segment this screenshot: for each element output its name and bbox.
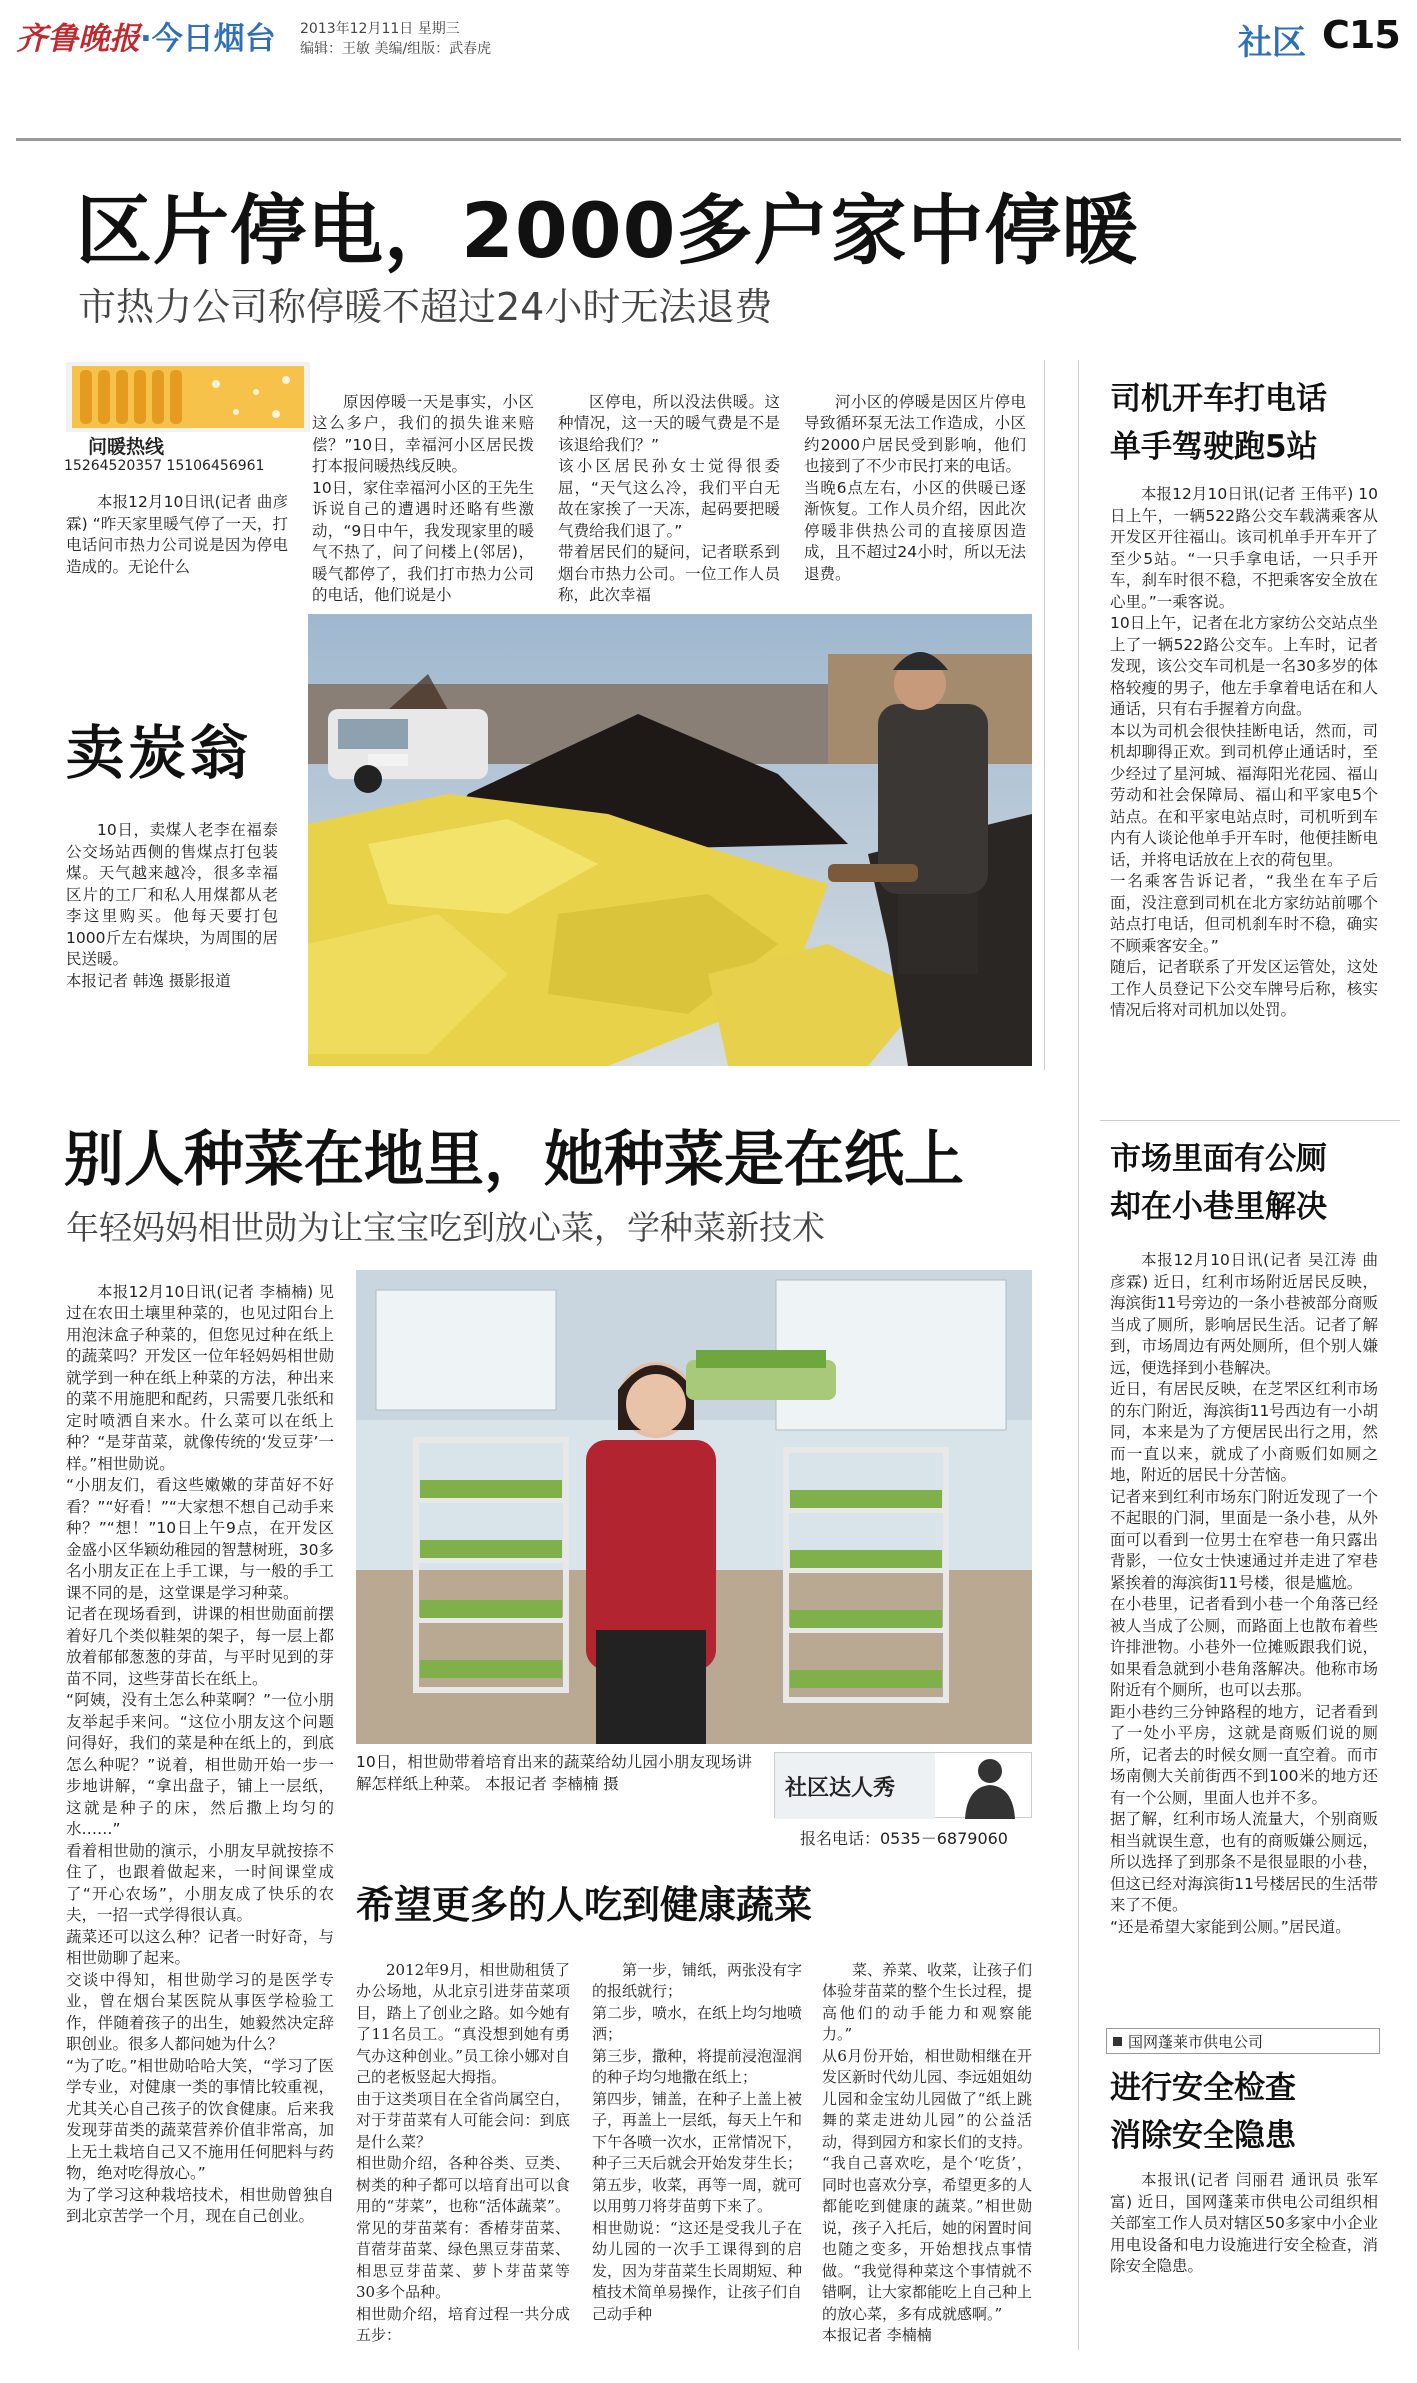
charcoal-title: 卖炭翁 — [66, 719, 253, 787]
lead-col-2-text: 原因停暖一天是事实，小区这么多户，我们的损失谁来赔偿？”10日，幸福河小区居民拨打本报问暖热线反映。 10日，家住幸福河小区的王先生诉说自己的遭遇时还略有些激动，“9日中午，我发现家里的暖气不热了，问了问楼上(邻居)，暖气都停了，我们打市热力公司的电话，他们说是小 — [312, 392, 534, 604]
lead-col-2 — [312, 370, 534, 630]
right-column-divider — [1078, 360, 1079, 2350]
lead-col-3 — [558, 370, 780, 630]
lead-col-4 — [804, 370, 1026, 609]
sub-col-3 — [822, 1938, 1032, 2370]
charcoal-photo — [308, 614, 1032, 1066]
right1-title: 司机开车打电话 单手驾驶跑5站 — [1110, 381, 1327, 465]
talent-badge — [774, 1752, 1032, 1818]
right3-title: 进行安全检查 消除安全隐患 — [1110, 2070, 1296, 2154]
lead-headline: 区片停电，2000多户家中停暖 — [76, 186, 1139, 275]
issue-date: 2013年12月11日 星期三 — [300, 21, 460, 37]
lead-col-1-text: 本报12月10日讯(记者 曲彦霖) “昨天家里暖气停了一天，打电话问市热力公司说是因为停电造成的。无论什么 — [66, 493, 288, 576]
header-rule — [16, 138, 1401, 141]
right1-body: 本报12月10日讯(记者 王伟平) 10日上午，一辆522路公交车载满乘客从开发区开往福山。该司机单手开车开了至少5站。“一只手拿电话，一只手开车，刹车时很不稳，不把乘客安全放在心里。”一乘客说。 10日上午，记者在北方家纺公交站点坐上了一辆522路公交车。上车时，记者发现，该公交车司机是一名30多岁的体格较瘦的男子，他左手拿着电话在和人通话，只有右手握着方向盘。 本以为司机会很快挂断电话，然而，司机却聊得正欢。到司机停止通话时，至少经过了星河城、福海阳光花园、福山劳动和社会保障局、福山和平家电5个站点。在和平家电站点时，司机听到车内有人谈论他单手开车时，他便挂断电话，并将电话放在上衣的荷包里。 一名乘客告诉记者，“我坐在车子后面，没注意到司机在北方家纺站前哪个站点打电话，但司机刹车时不稳，确实不顾乘客安全。” 随后，记者联系了开发区运管处，这处工作人员登记下公交车牌号后称，核实情况后将对司机加以处罚。 — [1110, 485, 1378, 1019]
hotline-box — [66, 362, 310, 458]
sub-col-3-text: 菜、养菜、收菜，让孩子们体验芽苗菜的整个生长过程，提高他们的动手能力和观察能力。” 从6月份开始，相世勋相继在开发区新时代幼儿园、李远姐姐幼儿园和金宝幼儿园做了“纸上跳舞的菜走进幼儿园”的公益活动，得到园方和家长们的支持。 “我自己喜欢吃，是个‘吃货’，同时也喜欢分享，希望更多的人都能吃到健康的蔬菜。”相世勋说，孩子入托后，她的闲置时间也随之变多，开始想找点事情做。“我觉得种菜这个事情就不错啊，让大家都能吃上自己种上的放心菜，多有成就感啊。” 本报记者 李楠楠 — [822, 1960, 1033, 2344]
person-silhouette-icon — [955, 1753, 1025, 1819]
lead-col-3-text: 区停电，所以没法供暖。这种情况，这一天的暖气费是不是该退给我们？” 该小区居民孙女士觉得很委屈，“天气这么冷，我们平白无故在家挨了一天冻，起码要把暖气费给我们退了。” 带着居民们的疑问，记者联系到烟台市热力公司。一位工作人员称，此次幸福 — [558, 392, 780, 604]
lead-col-4-text: 河小区的停暖是因区片停电导致循环泵无法工作造成，小区约2000户居民受到影响，他们也接到了不少市民打来的电话。 当晚6点左右，小区的供暖已逐渐恢复。工作人员介绍，因此次停暖非供热公司的直接原因造成，且不超过24小时，所以无法退费。 — [804, 392, 1026, 583]
hotline-numbers: 15264520357 15106456961 — [64, 458, 265, 474]
charcoal-caption: 10日，卖煤人老李在福泰公交场站西侧的售煤点打包装煤。天气越来越冷，很多幸福区片的工厂和私人用煤都从老李这里购买。他每天要打包1000斤左右煤块，为周围的居民送暖。 本报记者 韩逸 摄影报道 — [66, 821, 278, 990]
sub-col-2-text: 第一步，铺纸，两张没有字的报纸就行； 第二步，喷水，在纸上均匀地喷洒； 第三步，撒种，将提前浸泡湿润的种子均匀地撒在纸上； 第四步，铺盖，在种子上盖上被子，再盖上一层纸，每天上午和下午各喷一次水，正常情况下，种子三天后就会开始发芽生长； 第五步，收菜，再等一周，就可以用剪刀将芽苗剪下来了。 相世勋说：“这还是受我儿子在幼儿园的一次手工课得到的启发，因为芽苗菜生长周期短、种植技术简单易操作，让孩子们自己动手种 — [592, 1960, 803, 2323]
right2-body: 本报12月10日讯(记者 吴江涛 曲彦霖) 近日，红利市场附近居民反映，海滨街11号旁边的一条小巷被部分商贩当成了厕所，影响居民生活。记者了解到，市场周边有两处厕所，但个别人嫌远，便选择到小巷解决。 近日，有居民反映，在芝罘区红利市场的东门附近，海滨街11号西边有一小胡同，本来是为了方便居民出行之用，然而一直以来，就成了小商贩们如厕之地，附近的居民十分苦恼。 记者来到红利市场东门附近发现了一个不起眼的门洞，里面是一条小巷，从外面可以看到一位男士在窄巷一角只露出背影，一位女士快速通过并走进了窄巷紧挨着的海滨街11号楼，很是尴尬。 在小巷里，记者看到小巷一个角落已经被人当成了公厕，而路面上也散布着些许排泄物。小巷外一位摊贩跟我们说，如果看急就到小巷角落解决。他称市场附近有个厕所，也可以去那。 距小巷约三分钟路程的地方，记者看到了一处小平房，这就是商贩们说的厕所，记者去的时候女厕一直空着。而市场南侧大关前街西不到100米的地方还有一个公厕，里面人也并不多。 据了解，红利市场人流量大，个别商贩相当就误生意，也有的商贩嫌公厕远，所以选择了到那条不是很显眼的小巷，但这已经对海滨街11号楼居民的生活带来了不便。 “还是希望大家能到公厕。”居民道。 — [1110, 1251, 1378, 1936]
square-bullet-icon — [1113, 2037, 1122, 2046]
right2-title: 市场里面有公厕 却在小巷里解决 — [1110, 1141, 1327, 1225]
radiator-icon — [66, 362, 310, 432]
right-divider-1 — [1100, 1120, 1400, 1121]
sub-col-2 — [592, 1938, 802, 2349]
feature-headline: 别人种菜在地里，她种菜是在纸上 — [64, 1125, 964, 1195]
lead-col-1 — [66, 492, 288, 580]
lead-subhead: 市热力公司称停暖不超过24小时无法退费 — [78, 285, 773, 329]
page-tag: 社区 — [1238, 23, 1306, 63]
section-name: ·今日烟台 — [140, 20, 276, 57]
right3-body: 本报讯(记者 闫丽君 通讯员 张军富) 近日，国网蓬莱市供电公司组织相关部室工作人员对辖区50多家中小企业用电设备和电力设施进行安全检查，消除安全隐患。 — [1110, 2171, 1378, 2275]
feature-photo-caption: 10日，相世勋带着培育出来的蔬菜给幼儿园小朋友现场讲解怎样纸上种菜。 本报记者 李楠楠 摄 — [356, 1753, 752, 1793]
right3-tag — [1106, 2028, 1380, 2054]
newspaper-logo: 齐鲁晚报 — [16, 20, 140, 57]
feature-col-1 — [66, 1260, 334, 2251]
talent-badge-label: 社区达人秀 — [785, 1776, 896, 1801]
sub-col-1-text: 2012年9月，相世勋租赁了办公场地，从北京引进芽苗菜项目，踏上了创业之路。如今她有了11名员工。“真没想到她有勇气办这种创业。”员工徐小娜对自己的老板竖起大拇指。 由于这类项目在全省尚属空白，对于芽苗菜有人可能会问：到底是什么菜？ 相世勋介绍，各种谷类、豆类、树类的种子都可以培育出可以食用的“芽菜”，也称“活体蔬菜”。常见的芽苗菜有：香椿芽苗菜、苜蓿芽苗菜、绿色黑豆芽苗菜、相思豆芽苗菜、萝卜芽苗菜等30多个品种。 相世勋介绍，培育过程一共分成五步： — [356, 1960, 570, 2344]
sub-headline: 希望更多的人吃到健康蔬菜 — [356, 1883, 813, 1927]
feature-subhead: 年轻妈妈相世勋为让宝宝吃到放心菜，学种菜新技术 — [66, 1208, 825, 1247]
signup-phone: 报名电话：0535－6879060 — [800, 1829, 1008, 1848]
editors: 编辑：王敏 美编/组版：武春虎 — [300, 41, 492, 57]
column-divider — [1044, 360, 1045, 1070]
right3-tag-text: 国网蓬莱市供电公司 — [1128, 2032, 1264, 2051]
page-number: C15 — [1322, 13, 1400, 57]
feature-photo — [356, 1270, 1032, 1744]
hotline-label: 问暖热线 — [88, 436, 165, 458]
feature-col-1-text: 本报12月10日讯(记者 李楠楠) 见过在农田土壤里种菜的，也见过阳台上用泡沫盒子种菜的，但您见过种在纸上的蔬菜吗？开发区一位年轻妈妈相世勋就学到一种在纸上种菜的方法，种出来的菜不用施肥和配药，只需要几张纸和定时喷洒自来水。什么菜可以在纸上种？“是芽苗菜，就像传统的‘发豆芽’一样。”相世勋说。 “小朋友们，看这些嫩嫩的芽苗好不好看？”“好看！”“大家想不想自己动手来种？”“想！”10日上午9点，在开发区金盛小区华颖幼稚园的智慧树班，30多名小朋友正在上手工课，与一般的手工课不同的是，这堂课是学习种菜。 记者在现场看到，讲课的相世勋面前摆着好几个类似鞋架的架子，每一层上都放着郁郁葱葱的芽苗，与平时见到的芽苗不同，这些芽苗长在纸上。 “阿姨，没有土怎么种菜啊？”一位小朋友举起手来问。“这位小朋友这个问题问得好，我们的菜是种在纸上的，到底怎么种呢？”说着，相世勋开始一步一步地讲解，“拿出盘子，铺上一层纸，这就是种子的床，然后撒上均匀的水……” 看着相世勋的演示，小朋友早就按捺不住了，也跟着做起来，一时间课堂成了“开心农场”，小朋友成了快乐的农夫，一招一式学得很认真。 蔬菜还可以这么种？记者一时好奇，与相世勋聊了起来。 交谈中得知，相世勋学习的是医学专业，曾在烟台某医院从事医学检验工作，伴随着孩子的出生，她毅然决定辞职创业。很多人都问她为什么？ “为了吃。”相世勋哈哈大笑，“学习了医学专业，对健康一类的事情比较重视，尤其关心自己孩子的饮食健康。后来我发现芽苗类的蔬菜营养价值非常高，加上无土栽培自己又不施用任何肥料与药物，绝对吃得放心。” 为了学习这种栽培技术，相世勋曾独自到北京苦学一个月，现在自己创业。 — [66, 1282, 334, 2225]
sub-col-1 — [356, 1938, 570, 2370]
